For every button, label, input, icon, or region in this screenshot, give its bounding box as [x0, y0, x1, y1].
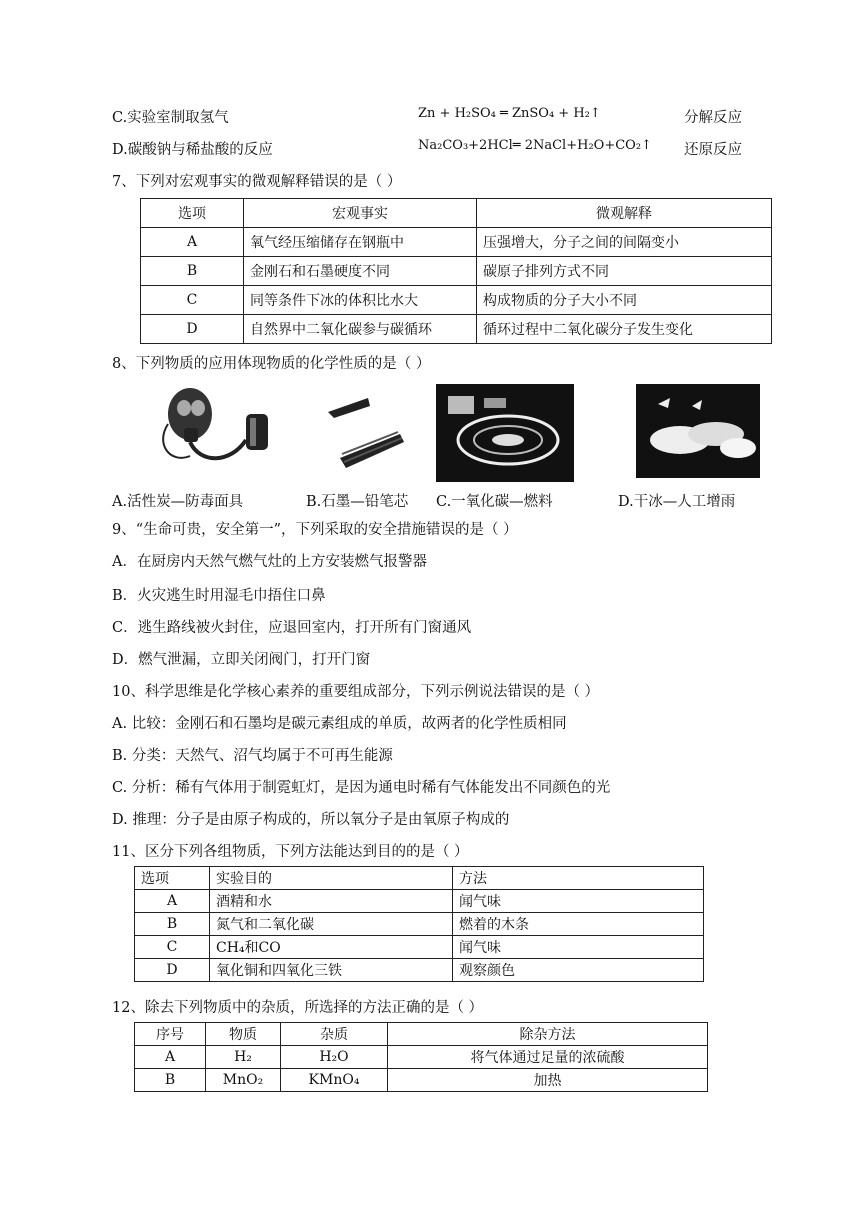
q8-question: 8、下列物质的应用体现物质的化学性质的是（ ） — [112, 356, 431, 372]
table-cell: 闻气味 — [453, 890, 704, 913]
q10-option-a: A. 比较：金刚石和石墨均是碳元素组成的单质，故两者的化学性质相同 — [112, 716, 567, 732]
q10-option-d: D. 推理：分子是由原子构成的，所以氧分子是由氧原子构成的 — [112, 812, 510, 828]
q7-table — [140, 198, 772, 344]
table-header: 杂质 — [281, 1023, 388, 1046]
table-cell: C — [141, 286, 244, 315]
q6-type-c: 分解反应 — [684, 110, 742, 126]
table-cell: 氮气和二氧化碳 — [210, 913, 453, 936]
table-row — [135, 913, 704, 936]
q12-question: 12、除去下列物质中的杂质，所选择的方法正确的是（ ） — [112, 1000, 484, 1016]
table-row — [135, 1069, 708, 1092]
table-row — [141, 228, 772, 257]
q9-question: 9、“生命可贵，安全第一”，下列采取的安全措施错误的是（ ） — [112, 522, 518, 538]
table-row — [141, 315, 772, 344]
q8-option-d: D.干冰—人工增雨 — [618, 494, 736, 510]
q6-option-d: D.碳酸钠与稀盐酸的反应 — [112, 142, 273, 158]
table-cell: 氧化铜和四氧化三铁 — [210, 959, 453, 982]
table-header: 除杂方法 — [388, 1023, 708, 1046]
table-cell: A — [135, 890, 210, 913]
table-cell: 氧气经压缩储存在钢瓶中 — [244, 228, 477, 257]
table-cell: A — [135, 1046, 206, 1069]
q6-equation-c: Zn + H₂SO₄ ═ ZnSO₄ + H₂↑ — [418, 106, 601, 121]
table-cell: 闻气味 — [453, 936, 704, 959]
q6-equation-d: Na₂CO₃+2HCl═ 2NaCl+H₂O+CO₂↑ — [418, 138, 652, 153]
table-cell: A — [141, 228, 244, 257]
q11-table — [134, 866, 704, 982]
gas-stove-image — [436, 384, 574, 482]
q6-type-d: 还原反应 — [684, 142, 742, 158]
dry-ice-image — [636, 384, 760, 478]
table-cell: D — [141, 315, 244, 344]
table-cell: CH₄和CO — [210, 936, 453, 959]
q9-option-c: C．逃生路线被火封住，应退回室内，打开所有门窗通风 — [112, 620, 472, 636]
table-header: 选项 — [135, 867, 210, 890]
q6-option-c: C.实验室制取氢气 — [112, 110, 229, 126]
table-header: 选项 — [141, 199, 244, 228]
table-cell: MnO₂ — [206, 1069, 281, 1092]
table-header-row — [135, 1023, 708, 1046]
table-row — [135, 959, 704, 982]
table-cell: B — [141, 257, 244, 286]
table-cell: 酒精和水 — [210, 890, 453, 913]
table-row — [135, 936, 704, 959]
q7-question: 7、下列对宏观事实的微观解释错误的是（ ） — [112, 174, 402, 190]
table-cell: 观察颜色 — [453, 959, 704, 982]
q9-option-a: A．在厨房内天然气燃气灶的上方安装燃气报警器 — [112, 554, 427, 570]
q10-question: 10、科学思维是化学核心素养的重要组成部分，下列示例说法错误的是（ ） — [112, 684, 600, 700]
table-cell: 自然界中二氧化碳参与碳循环 — [244, 315, 477, 344]
table-row — [135, 890, 704, 913]
table-row — [141, 286, 772, 315]
q9-option-d: D．燃气泄漏，立即关闭阀门，打开门窗 — [112, 652, 371, 668]
table-cell: 燃着的木条 — [453, 913, 704, 936]
table-header: 微观解释 — [477, 199, 772, 228]
table-cell: C — [135, 936, 210, 959]
table-header: 方法 — [453, 867, 704, 890]
table-cell: H₂ — [206, 1046, 281, 1069]
q8-option-a: A.活性炭—防毒面具 — [112, 494, 244, 510]
table-cell: 压强增大，分子之间的间隔变小 — [477, 228, 772, 257]
pencil-image — [320, 388, 410, 476]
table-header: 物质 — [206, 1023, 281, 1046]
q9-option-b: B．火灾逃生时用湿毛巾捂住口鼻 — [112, 588, 326, 604]
table-header: 序号 — [135, 1023, 206, 1046]
table-cell: 碳原子排列方式不同 — [477, 257, 772, 286]
q10-option-c: C. 分析：稀有气体用于制霓虹灯，是因为通电时稀有气体能发出不同颜色的光 — [112, 780, 611, 796]
q10-option-b: B. 分类：天然气、沼气均属于不可再生能源 — [112, 748, 393, 764]
q8-option-b: B.石墨—铅笔芯 — [306, 494, 409, 510]
table-header-row — [135, 867, 704, 890]
table-cell: 金刚石和石墨硬度不同 — [244, 257, 477, 286]
table-cell: 同等条件下冰的体积比水大 — [244, 286, 477, 315]
table-cell: 循环过程中二氧化碳分子发生变化 — [477, 315, 772, 344]
table-cell: 加热 — [388, 1069, 708, 1092]
table-row — [141, 257, 772, 286]
table-row — [135, 1046, 708, 1069]
q8-option-c: C.一氧化碳—燃料 — [436, 494, 553, 510]
table-cell: 将气体通过足量的浓硫酸 — [388, 1046, 708, 1069]
table-cell: D — [135, 959, 210, 982]
table-cell: 构成物质的分子大小不同 — [477, 286, 772, 315]
q11-question: 11、区分下列各组物质，下列方法能达到目的的是（ ） — [112, 844, 469, 860]
table-cell: B — [135, 1069, 206, 1092]
table-header: 实验目的 — [210, 867, 453, 890]
q12-table — [134, 1022, 708, 1092]
gas-mask-image — [150, 384, 280, 476]
table-cell: H₂O — [281, 1046, 388, 1069]
table-cell: B — [135, 913, 210, 936]
table-header-row — [141, 199, 772, 228]
table-cell: KMnO₄ — [281, 1069, 388, 1092]
table-header: 宏观事实 — [244, 199, 477, 228]
